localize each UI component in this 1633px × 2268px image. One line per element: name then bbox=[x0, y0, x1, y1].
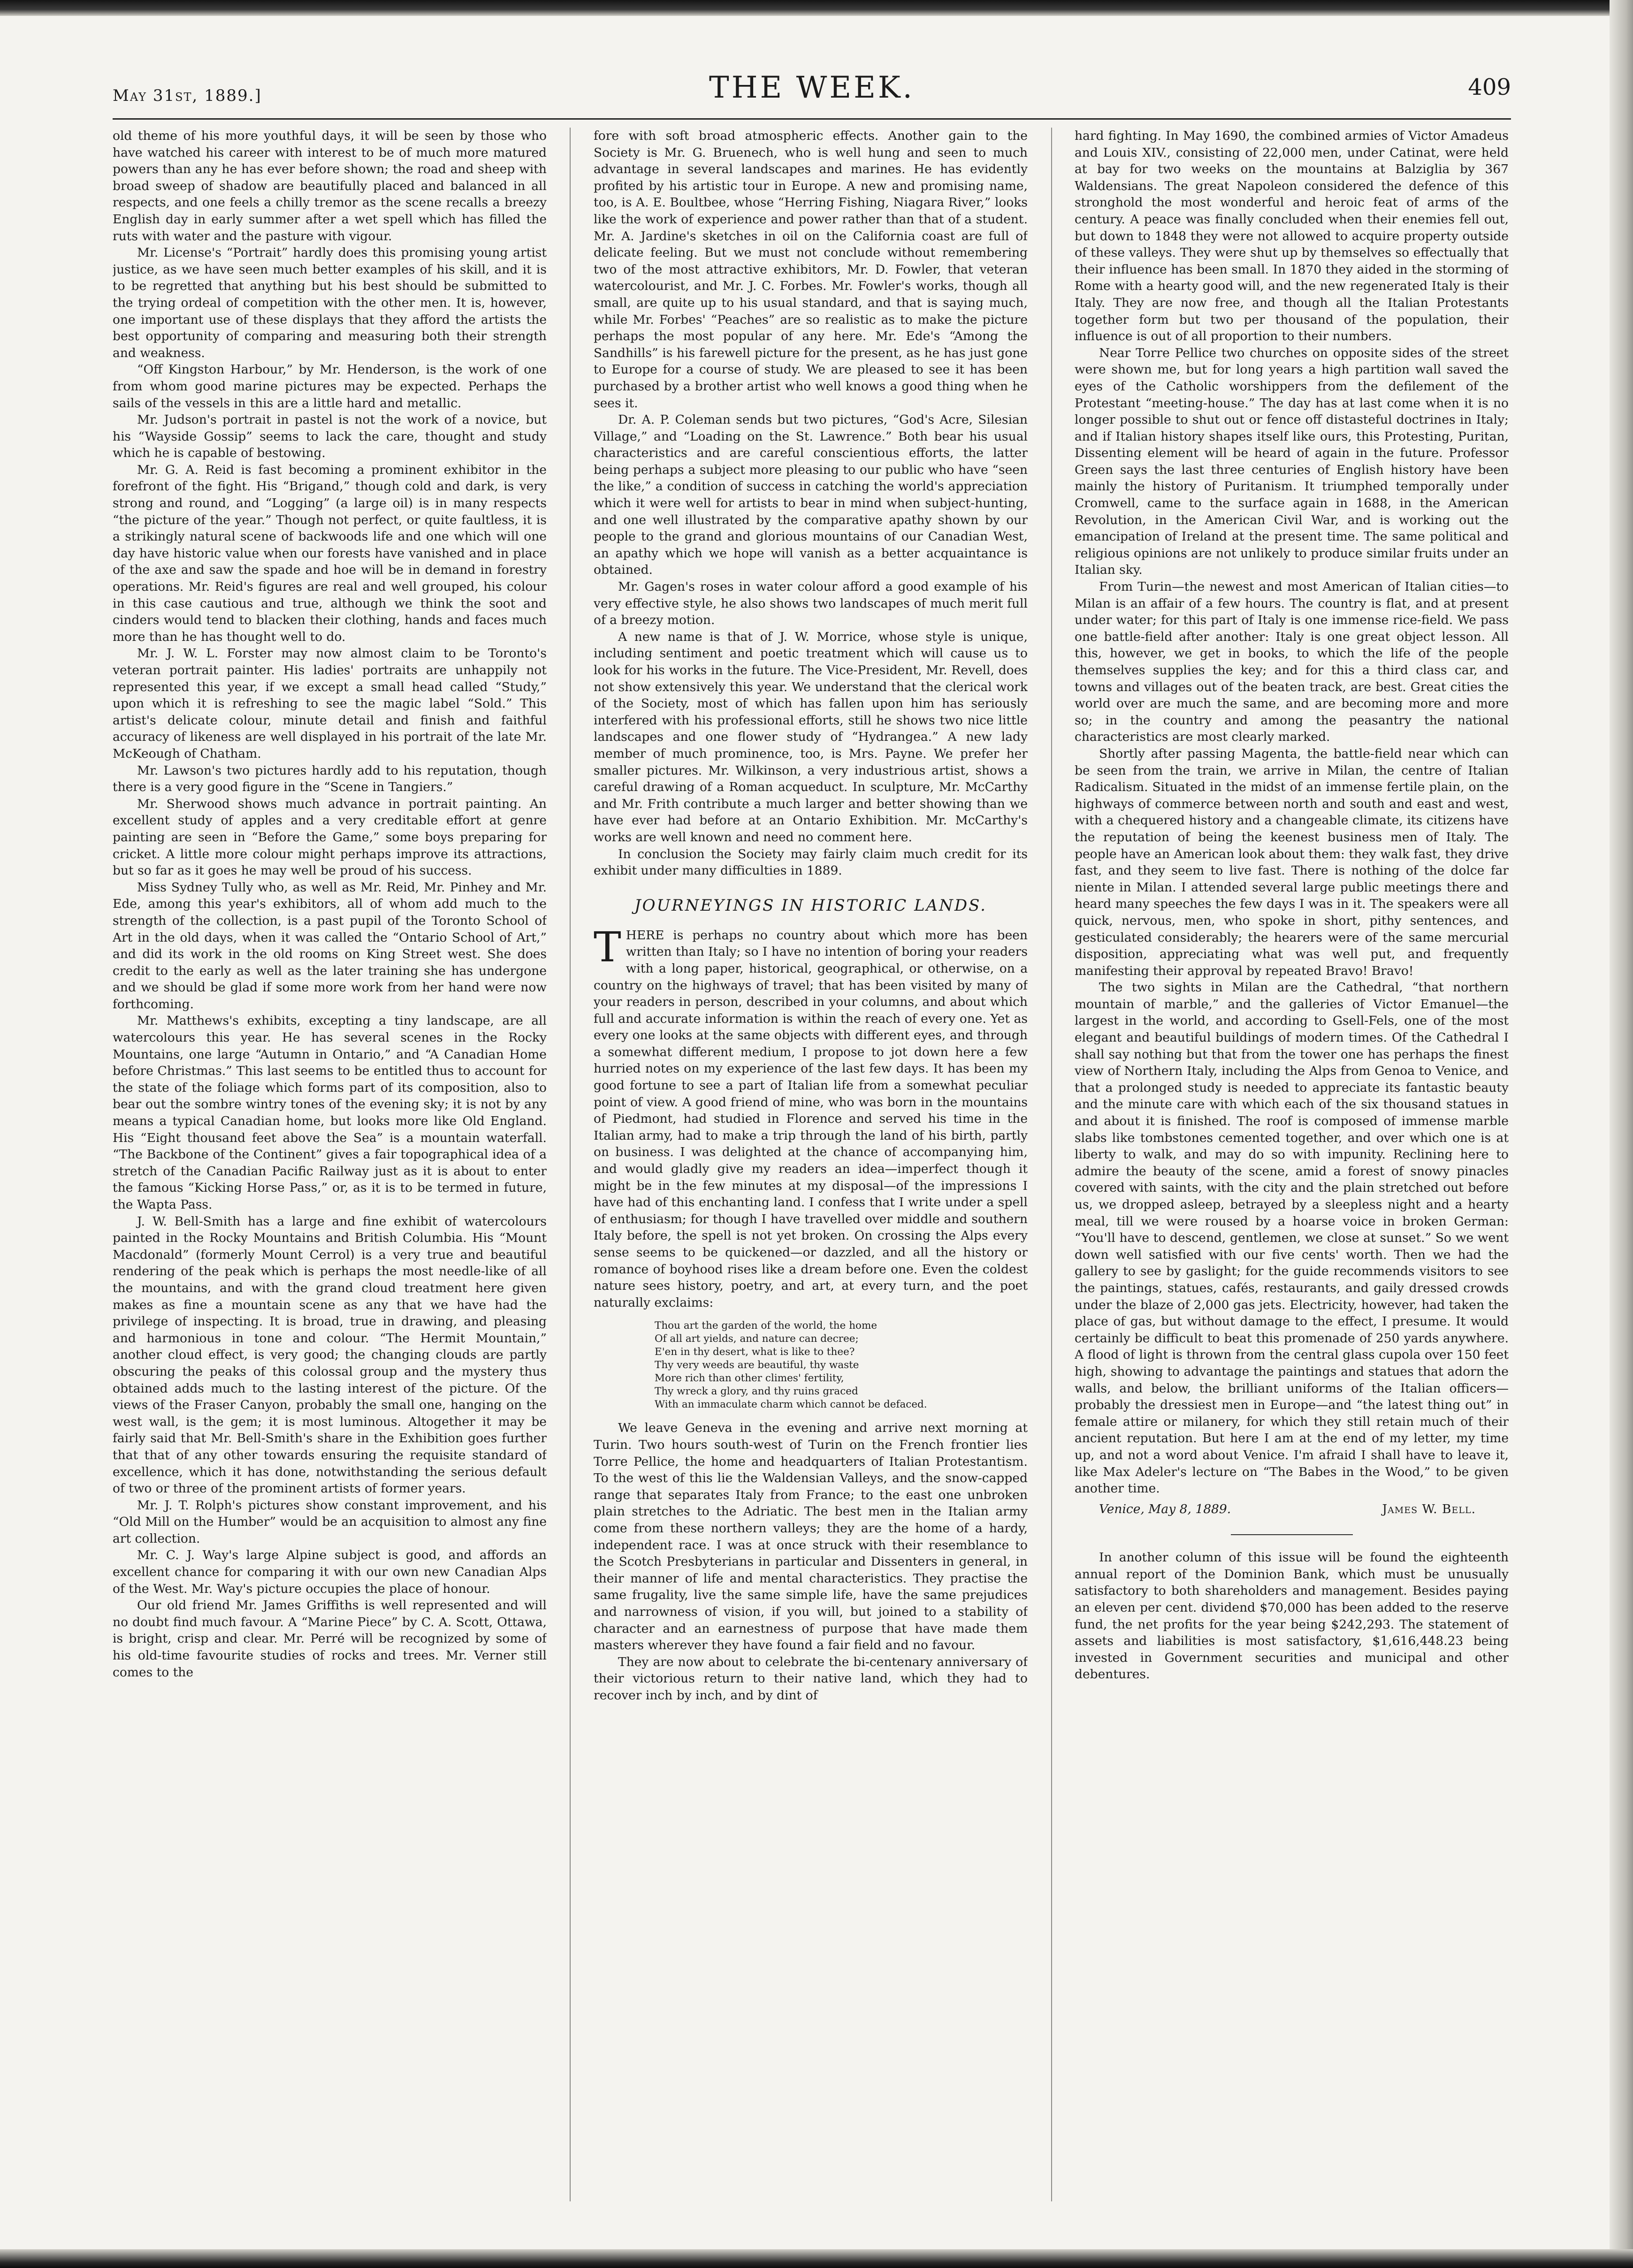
column-2 bbox=[594, 128, 1028, 2220]
scan-edge-bottom bbox=[0, 2249, 1633, 2268]
paragraph: J. W. Bell-Smith has a large and fine exhibit of watercolours painted in the Rocky Mountains and British Columbia. His “Mount Macdonald” (formerly Mount Cerrol) is a very true and beautiful rendering of the peak which is perhaps the most needle-like of all the mountains, and with the grand cloud treatment here given makes as fine a mountain scene as any that we have had the privilege of inspecting. It is broad, true in drawing, and pleasing and harmonious in tone and colour. “The Hermit Mountain,” another cloud effect, is very good; the changing clouds are partly obscuring the peaks of this colossal group and the mystery thus obtained adds much to the lasting interest of the picture. Of the views of the Fraser Canyon, probably the small one, hanging on the west wall, is the gem; it is most luminous. Altogether it may be fairly said that Mr. Bell-Smith's share in the Exhibition goes further that that of any other towards ensuring the requisite standard of excellence, which it has done, notwithstanding the serious default of two or three of the prominent artists of former years. bbox=[113, 1214, 547, 1496]
signature-place-date: Venice, May 8, 1889. bbox=[1099, 1501, 1231, 1516]
poem-quote bbox=[655, 1319, 1028, 1411]
paragraph: Miss Sydney Tully who, as well as Mr. Reid, Mr. Pinhey and Mr. Ede, among this year's exhibitors, all of whom add much to the strength of the collection, is a past pupil of the Toronto School of Art in the old days, when it was called the “Ontario School of Art,” and did its work in the old rooms on King Street west. She does credit to the early as well as the later training she has undergone and we should be glad if some more work from her hand were now forthcoming. bbox=[113, 880, 547, 1012]
paragraph: Mr. J. T. Rolph's pictures show constant improvement, and his “Old Mill on the Humber” would be an acquisition to almost any fine art collection. bbox=[113, 1498, 547, 1546]
paragraph: Near Torre Pellice two churches on opposite sides of the street were shown me, but for long years a high partition wall saved the eyes of the Catholic worshippers from the defilement of the Protestant “meeting-house.” The day has at last come when it is no longer possible to shut out or fence off distasteful doctrines in Italy; and if Italian history shapes itself like ours, this Protesting, Puritan, Dissenting element will be heard of again in the future. Professor Green says the last three centuries of English history have been mainly the history of Puritanism. It triumphed temporally under Cromwell, came to the surface again in 1688, in the American Revolution, in the American Civil War, and is working out the emancipation of Ireland at the present time. The same political and religious opinions are not unlikely to produce similar fruits under an Italian sky. bbox=[1075, 345, 1509, 578]
poem-line: More rich than other climes' fertility, bbox=[655, 1372, 844, 1385]
poem-line: With an immaculate charm which cannot be defaced. bbox=[655, 1399, 927, 1411]
paragraph: Shortly after passing Magenta, the battle-field near which can be seen from the train, we arrive in Milan, the centre of Italian Radicalism. Situated in the midst of an immense fertile plain, on the highways of commerce between north and south and east and west, with a chequered history and a changeable climate, its citizens have the reputation of being the keenest business men of Italy. The people have an American look about them: they walk fast, they drive fast, and they seem to live fast. There is nothing of the dolce far niente in Milan. I attended several large public meetings there and heard many speeches the few days I was in it. The speakers were all quick, nervous, men, who spoke in short, pithy sentences, and gesticulated considerably; the hearers were of the same mercurial disposition, appreciating what was well put, and frequently manifesting their approval by repeated Bravo! Bravo! bbox=[1075, 746, 1509, 978]
page-header bbox=[113, 70, 1511, 113]
paragraph: Mr. License's “Portrait” hardly does this promising young artist justice, as we have seen much better examples of his skill, and it is to be regretted that anything but his best should be submitted to the trying ordeal of competition with the other men. It is, however, one important use of these displays that they afford the artists the best opportunity of comparing and measuring both their strength and weakness. bbox=[113, 245, 547, 360]
paragraph: The two sights in Milan are the Cathedral, “that northern mountain of marble,” and the galleries of Victor Emanuel—the largest in the world, and according to Gsell-Fels, one of the most elegant and beautiful buildings of modern times. Of the Cathedral I shall say nothing but that from the tower one has perhaps the finest view of Northern Italy, including the Alps from Genoa to Venice, and that a prolonged study is needed to appreciate its fantastic beauty and the minute care with which each of the six thousand statues in and about it is finished. The roof is composed of immense marble slabs like tombstones cemented together, and over which one is at liberty to walk, and may do so with impunity. Reclining here to admire the beauty of the scene, amid a forest of snowy pinacles covered with saints, with the city and the plain stretched out before us, we dropped asleep, betrayed by a sleepless night and a hearty meal, till we were roused by a hoarse voice in broken German: “You'll have to descend, gentlemen, we close at sunset.” So we went down well satisfied with our five cents' worth. Then we had the gallery to see by gaslight; for the guide recommends visitors to see the paintings, statues, cafés, restaurants, and gaily dressed crowds under the blaze of 2,000 gas jets. Electricity, however, had taken the place of gas, but without damage to the effect, I presume. It would certainly be difficult to beat this promenade of 250 yards anywhere. A flood of light is thrown from the central glass cupola over 150 feet high, showing to advantage the paintings and statues that adorn the walls, and below, the brilliant uniforms of the Italian officers—probably the dressiest men in Europe—and “the latest thing out” in female attire or milanery, for which they still retain much of their ancient reputation. But here I am at the end of my letter, my time up, and not a word about Venice. I'm afraid I shall have to leave it, like Max Adeler's lecture on “The Babes in the Wood,” to be given another time. bbox=[1075, 980, 1509, 1496]
paragraph: A new name is that of J. W. Morrice, whose style is unique, including sentiment and poetic treatment which will cause us to look for his works in the future. The Vice-President, Mr. Revell, does not show extensively this year. We understand that the clerical work of the Society, most of which has fallen upon him has seriously interfered with his professional efforts, still he shows two nice little landscapes and one flower study of “Hydrangea.” A new lady member of much prominence, too, is Mrs. Payne. We prefer her smaller pictures. Mr. Wilkinson, a very industrious artist, shows a careful drawing of a Roman acqueduct. In sculpture, Mr. McCarthy and Mr. Frith contribute a much larger and better showing than we have ever had before at an Ontario Exhibition. Mr. McCarthy's works are well known and need no comment here. bbox=[594, 629, 1028, 845]
poem-line: Of all art yields, and nature can decree; bbox=[655, 1333, 859, 1345]
paragraph: hard fighting. In May 1690, the combined armies of Victor Amadeus and Louis XIV., consisting of 22,000 men, under Catinat, were held at bay for two weeks on the mountains at Balziglia by 367 Waldensians. The great Napoleon considered the defence of this stronghold the most wonderful and heroic feat of arms of the century. A peace was finally concluded when their enemies fell out, but down to 1848 they were not allowed to acquire property outside of these valleys. They were shut up by themselves so effectually that their influence has been small. In 1870 they aided in the storming of Rome with a hearty good will, and the new regenerated Italy is their Italy. They are now free, and though all the Italian Protestants together form but two per thousand of the population, their influence is out of all proportion to their numbers. bbox=[1075, 129, 1509, 344]
issue-date: May 31st, 1889.] bbox=[113, 86, 262, 105]
header-rule bbox=[113, 118, 1511, 120]
paragraph: We leave Geneva in the evening and arrive next morning at Turin. Two hours south-west of Turin on the French frontier lies Torre Pellice, the home and headquarters of Italian Protestantism. To the west of this lie the Waldensian Valleys, and the snow-capped range that separates Italy from France; to the east one unbroken plain stretches to the Adriatic. The best men in the Italian army come from these northern valleys; they are the home of a hardy, independent race. I was at once struck with their resemblance to the Scotch Presbyterians in particular and Dissenters in general, in their manner of life and mental characteristics. They practise the same frugality, live the same simple life, have the same prejudices and narrowness of vision, if you will, but joined to a stability of character and an earnestness of purpose that have made them masters wherever they have found a fair field and no favour. bbox=[594, 1421, 1028, 1653]
paragraph: fore with soft broad atmospheric effects. Another gain to the Society is Mr. G. Bruenech, who is well hung and seen to much advantage in several landscapes and marines. He has evidently profited by his artistic tour in Europe. A new and promising name, too, is A. E. Boultbee, whose “Herring Fishing, Niagara River,” looks like the work of experience and power rather than that of a student. Mr. A. Jardine's sketches in oil on the California coast are full of delicate feeling. But we must not conclude without remembering two of the most attractive exhibitors, Mr. D. Fowler, that veteran watercolourist, and Mr. J. C. Forbes. Mr. Fowler's works, though all small, are quite up to his usual standard, and that is saying much, while Mr. Forbes' “Peaches” are so realistic as to make the picture perhaps the most popular of any here. Mr. Ede's “Among the Sandhills” is his farewell picture for the present, as he has just gone to Europe for a course of study. We are pleased to see it has been purchased by a brother artist who well knows a good thing when he sees it. bbox=[594, 129, 1028, 411]
article-opening-text: HERE is perhaps no country about which more has been written than Italy; so I have no intention of boring your readers with a long paper, historical, geographical, or otherwise, on a country on the highways of travel; that has been visited by many of your readers in person, described in your columns, and about which full and accurate information is within the reach of every one. Yet as every one looks at the same objects with different eyes, and through a somewhat different medium, I propose to jot down here a few hurried notes on my experience of the last few days. It has been my good fortune to see a part of Italian life from a somewhat peculiar point of view. A good friend of mine, who was born in the mountains of Piedmont, had studied in Florence and served his time in the Italian army, had to make a trip through the land of his birth, partly on business. I was delighted at the chance of accompanying him, and would gladly give my readers an idea—imperfect though it might be in the few minutes at my disposal—of the impressions I have had of this enchanting land. I confess that I write under a spell of enthusiasm; for though I have travelled over middle and southern Italy before, the spell is not yet broken. On crossing the Alps every sense seems to be quickened—or dazzled, and all the history or romance of boyhood rises like a dream before one. Even the coldest nature sees history, poetry, and art, at every turn, and the poet naturally exclaims: bbox=[594, 928, 1028, 1310]
section-divider bbox=[1231, 1534, 1353, 1535]
bank-report-note: In another column of this issue will be found the eighteenth annual report of the Dominion Bank, which must be unusually satisfactory to both shareholders and management. Besides paying an eleven per cent. dividend $70,000 has been added to the reserve fund, the net profits for the year being $242,293. The statement of assets and liabilities is most satisfactory, $1,616,448.23 being invested in Government securities and municipal and other debentures. bbox=[1075, 1550, 1509, 1682]
article-opening-paragraph bbox=[594, 922, 1028, 1311]
paragraph: In conclusion the Society may fairly claim much credit for its exhibit under many difficulties in 1889. bbox=[594, 846, 1028, 878]
paragraph: Dr. A. P. Coleman sends but two pictures, “God's Acre, Silesian Village,” and “Loading on the St. Lawrence.” Both bear his usual characteristics and are careful conscientious efforts, the latter being perhaps a subject more pleasing to our public who have “seen the like,” a condition of success in catching the world's appreciation which it were well for artists to bear in mind when subject-hunting, and one well illustrated by the comparative apathy shown by our people to the grand and glorious mountains of our Canadian West, an apathy which we hope will vanish as a better acquaintance is obtained. bbox=[594, 412, 1028, 578]
signature-author: James W. Bell. bbox=[1382, 1501, 1476, 1516]
paragraph: Mr. Sherwood shows much advance in portrait painting. An excellent study of apples and a very creditable effort at genre painting are seen in “Before the Game,” some boys preparing for cricket. A little more colour might perhaps improve its attractions, but so far as it goes he may well be proud of his success. bbox=[113, 796, 547, 878]
column-divider-1 bbox=[570, 128, 571, 2201]
paragraph: Mr. Judson's portrait in pastel is not the work of a novice, but his “Wayside Gossip” seems to lack the care, thought and study which he is capable of bestowing. bbox=[113, 412, 547, 461]
paragraph: They are now about to celebrate the bi-centenary anniversary of their victorious return to their native land, which they had to recover inch by inch, and by dint of bbox=[594, 1654, 1028, 1703]
paragraph: old theme of his more youthful days, it will be seen by those who have watched his career with interest to be of much more matured powers than any he has ever before shown; the road and sheep with broad sweep of shadow are beautifully placed and balanced in all respects, and one feels a chilly tremor as the scene recalls a breezy English day in early summer after a wet spell which has filled the ruts with water and the pasture with vigour. bbox=[113, 129, 547, 244]
publication-title: THE WEEK. bbox=[709, 70, 915, 105]
paragraph: Mr. Lawson's two pictures hardly add to his reputation, though there is a very good figure in the “Scene in Tangiers.” bbox=[113, 763, 547, 795]
paragraph: Mr. C. J. Way's large Alpine subject is good, and affords an excellent chance for comparing it with our own new Canadian Alps of the West. Mr. Way's picture occupies the place of honour. bbox=[113, 1548, 547, 1596]
poem-line: Thou art the garden of the world, the home bbox=[655, 1320, 878, 1332]
paragraph: From Turin—the newest and most American of Italian cities—to Milan is an affair of a few hours. The country is flat, and at present under water; for this part of Italy is one immense rice-field. We pass one battle-field after another: Italy is one great object lesson. All this, however, we get in books, to which the life of the people themselves supplies the key; and for this a third class car, and towns and villages out of the beaten track, are best. Great cities the world over are much the same, and are becoming more and more so; in the country and among the peasantry the national characteristics are most clearly marked. bbox=[1075, 579, 1509, 745]
page-number: 409 bbox=[1468, 74, 1511, 100]
paragraph: Mr. Matthews's exhibits, excepting a tiny landscape, are all watercolours this year. He has several scenes in the Rocky Mountains, one large “Autumn in Ontario,” and “A Canadian Home before Christmas.” This last seems to be entitled thus to account for the state of the foliage which forms part of its composition, also to bear out the sombre wintry tones of the evening sky; it is not by any means a typical Canadian home, but looks more like Old England. His “Eight thousand feet above the Sea” is a mountain waterfall. “The Backbone of the Continent” gives a fair topographical idea of a stretch of the Canadian Pacific Railway just as it is about to enter the famous “Kicking Horse Pass,” or, as it is to be termed in future, the Wapta Pass. bbox=[113, 1013, 547, 1212]
poem-line: Thy very weeds are beautiful, thy waste bbox=[655, 1359, 859, 1371]
article-signature bbox=[1075, 1501, 1509, 1518]
drop-cap: T bbox=[594, 922, 621, 971]
column-divider-2 bbox=[1051, 128, 1052, 2201]
column-1 bbox=[113, 128, 547, 2220]
paragraph: Mr. Gagen's roses in water colour afford a good example of his very effective style, he also shows two landscapes of much merit full of a breezy motion. bbox=[594, 579, 1028, 628]
scan-edge-top bbox=[0, 0, 1633, 16]
paragraph: Mr. G. A. Reid is fast becoming a prominent exhibitor in the forefront of the fight. His “Brigand,” though cold and dark, is very strong and round, and “Logging” (a large oil) is in many respects “the picture of the year.” Though not perfect, or quite faultless, it is a strikingly natural scene of backwoods life and one which will one day have historic value when our forests have vanished and in place of the axe and saw the spade and hoe will be in demand in forestry operations. Mr. Reid's figures are real and well grouped, his colour in this case cautious and true, although we think the soot and cinders would tend to blacken their clothing, hands and faces much more than he has thought well to do. bbox=[113, 462, 547, 644]
article-title: JOURNEYINGS IN HISTORIC LANDS. bbox=[634, 896, 987, 915]
column-3 bbox=[1075, 128, 1509, 2220]
poem-line: Thy wreck a glory, and thy ruins graced bbox=[655, 1385, 858, 1398]
paragraph: “Off Kingston Harbour,” by Mr. Henderson, is the work of one from whom good marine pictures may be expected. Perhaps the sails of the vessels in this are a little hard and metallic. bbox=[113, 362, 547, 411]
paragraph: Mr. J. W. L. Forster may now almost claim to be Toronto's veteran portrait painter. His ladies' portraits are unhappily not represented this year, if we except a small head called “Study,” upon which it is refreshing to see the magic label “Sold.” This artist's delicate colour, minute detail and finish and faithful accuracy of likeness are well displayed in his portrait of the late Mr. McKeough of Chatham. bbox=[113, 646, 547, 761]
poem-line: E'en in thy desert, what is like to thee? bbox=[655, 1346, 855, 1358]
scan-edge-right bbox=[1610, 0, 1633, 2268]
paragraph: Our old friend Mr. James Griffiths is well represented and will no doubt find much favour. A “Marine Piece” by C. A. Scott, Ottawa, is bright, crisp and clear. Mr. Perré will be recognized by some of his old-time favourite studies of rocks and trees. Mr. Verner still comes to the bbox=[113, 1598, 547, 1680]
